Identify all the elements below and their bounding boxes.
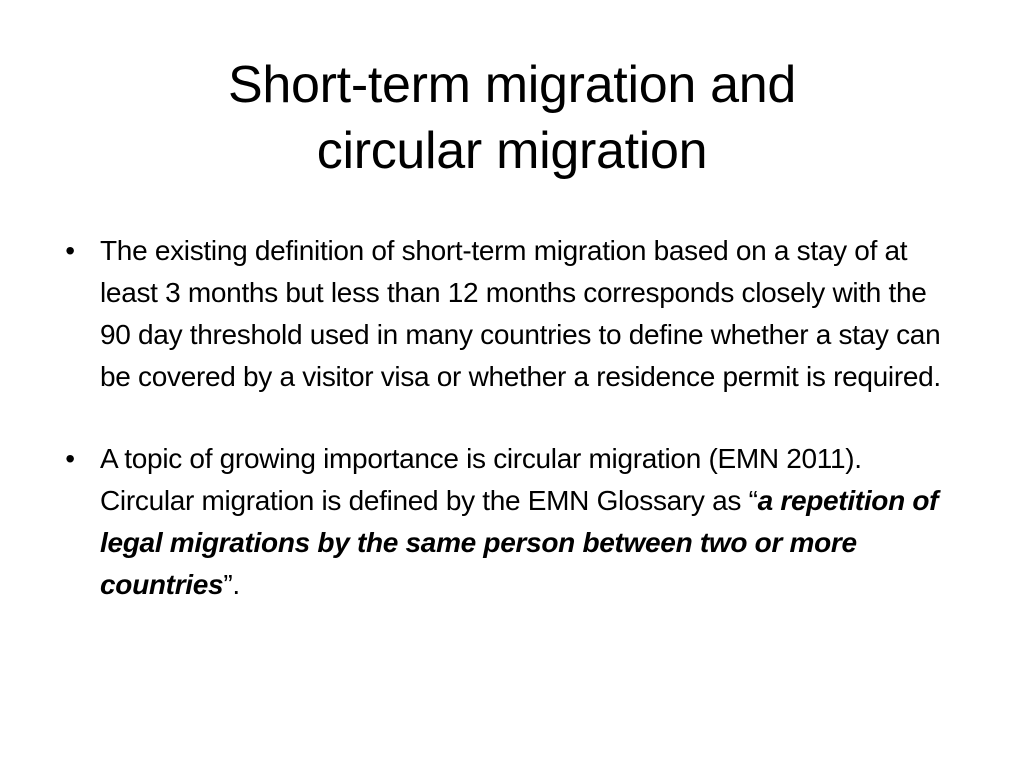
bullet-text-emphasis: a repetition of legal migrations by the same person between two or more countries [100, 485, 939, 600]
slide-title-line2: circular migration [316, 122, 708, 180]
bullet-list [60, 230, 960, 646]
bullet-icon: • [65, 443, 75, 474]
bullet-item-circular-migration [60, 438, 960, 606]
bullet-item-short-term-definition [60, 230, 960, 398]
bullet-icon: • [65, 235, 75, 266]
bullet-text-before: A topic of growing importance is circular migration (EMN 2011). Circular migration is defined by the EMN Glossary as “ [100, 443, 862, 516]
bullet-text: The existing definition of short-term migration based on a stay of at least 3 months but less than 12 months corresponds closely with the 90 day threshold used in many countries to define whether a stay can be covered by a visitor visa or whether a residence permit is required. [100, 235, 941, 392]
bullet-text-after: ”. [223, 569, 240, 600]
slide-title [60, 52, 964, 184]
slide-title-line1: Short-term migration and [228, 56, 796, 114]
